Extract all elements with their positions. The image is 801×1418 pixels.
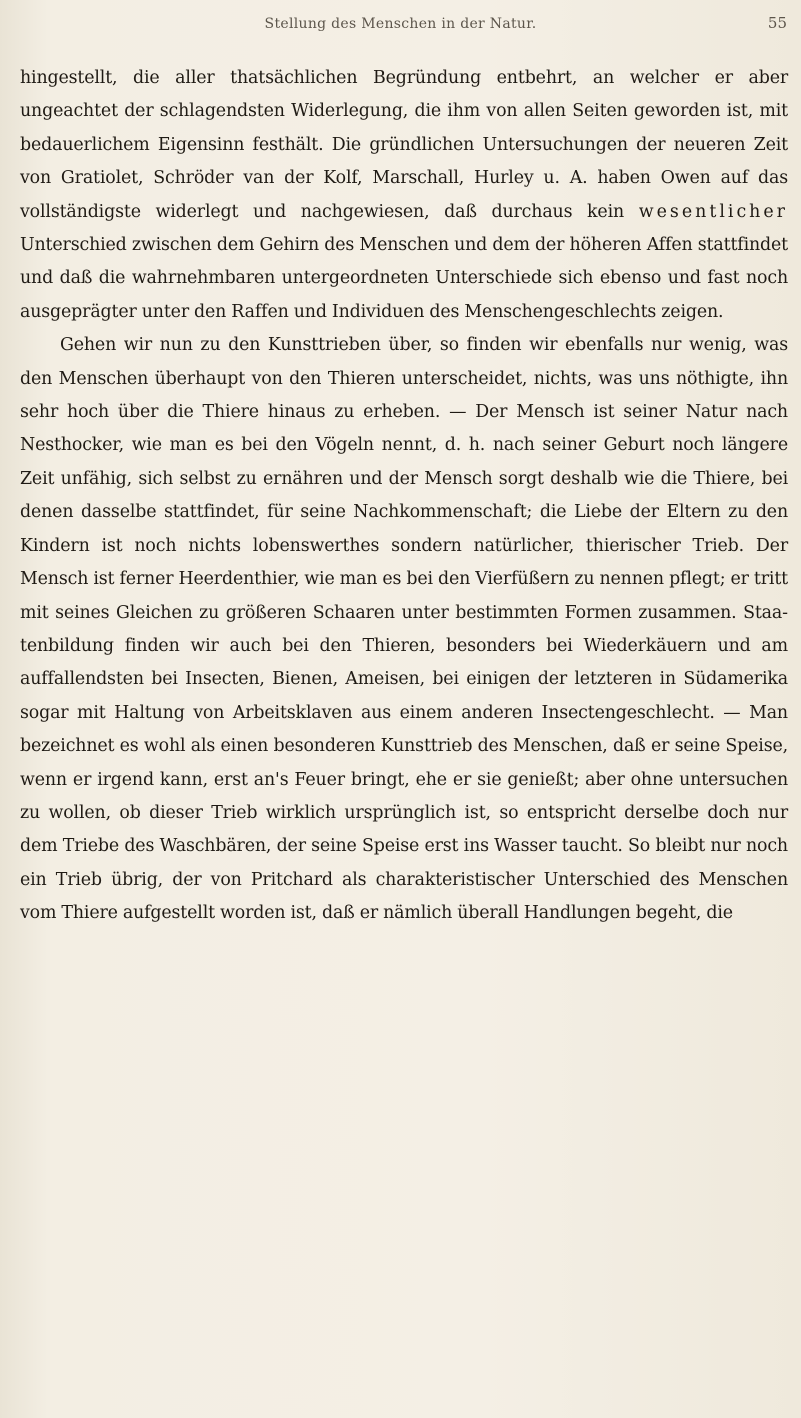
emphasized-word: wesentlicher xyxy=(638,201,788,222)
paragraph-text: Unterschied zwischen dem Gehirn des Menschen und dem der höheren Affen stattfindet und daß die wahrnehmbaren untergeordneten Unterschiede sich ebenso und fast noch ausgeprägter unter den Raffen und Individuen des Menschengeschlechts zeigen. xyxy=(20,235,788,322)
paragraph-text: Gehen wir nun zu den Kunsttrieben über, so finden wir ebenfalls nur wenig, was den Menschen überhaupt von den Thieren unterscheidet, nichts, was uns nöthigte, ihn sehr hoch über die Thiere hinaus zu erheben. — Der Mensch ist seiner Natur nach Nesthocker, wie man es bei den Vögeln nennt, d. h. nach seiner Geburt noch längere Zeit unfähig, sich selbst zu ernähren und der Mensch sorgt deshalb wie die Thiere, bei denen dasselbe stattfindet, für seine Nachkommenschaft; die Liebe der Eltern zu den Kindern ist noch nichts lobenswerthes sondern natürlicher, thierischer Trieb. Der Mensch ist ferner Heerdenthier, wie man es bei den Vierfüßern zu nennen pflegt; er tritt mit seines Gleichen zu größeren Schaaren unter bestimmten Formen zusammen. Staatenbildung finden wir auch bei den Thieren, besonders bei Wiederkäuern und am auffallendsten bei Insecten, Bienen, Ameisen, bei einigen der letzteren in Südamerika sogar mit Haltung von Arbeitsklaven aus einem anderen Insectengeschlecht. — Man bezeichnet es wohl als einen besonderen Kunsttrieb des Menschen, daß er seine Speise, wenn er irgend kann, erst an's Feuer bringt, ehe er sie genießt; aber ohne untersuchen zu wollen, ob dieser Trieb wirklich ursprünglich ist, so entspricht derselbe doch nur dem Triebe des Waschbären, der seine Speise erst ins Wasser taucht. So bleibt nur noch ein Trieb übrig, der von Pritchard als charakteristischer Unterschied des Menschen vom Thiere aufgestellt worden ist, daß er nämlich überall Handlungen begeht, die xyxy=(20,335,788,924)
paragraph xyxy=(20,62,788,329)
paragraph-text: hingestellt, die aller thatsächlichen Begründung entbehrt, an welcher er aber ungeachtet der schlagendsten Widerlegung, die ihm von allen Seiten geworden ist, mit bedauerlichem Eigensinn festhält. Die gründlichen Untersuchungen der neueren Zeit von Gratiolet, Schröder van der Kolf, Marschall, Hurley u. A. haben Owen auf das vollständigste widerlegt und nachgewiesen, daß durchaus kein xyxy=(20,68,788,222)
page-number: 55 xyxy=(767,14,787,32)
paragraph xyxy=(20,329,788,930)
body-text xyxy=(20,62,788,931)
running-head-title: Stellung des Menschen in der Natur. xyxy=(264,16,537,32)
running-head xyxy=(0,10,801,40)
